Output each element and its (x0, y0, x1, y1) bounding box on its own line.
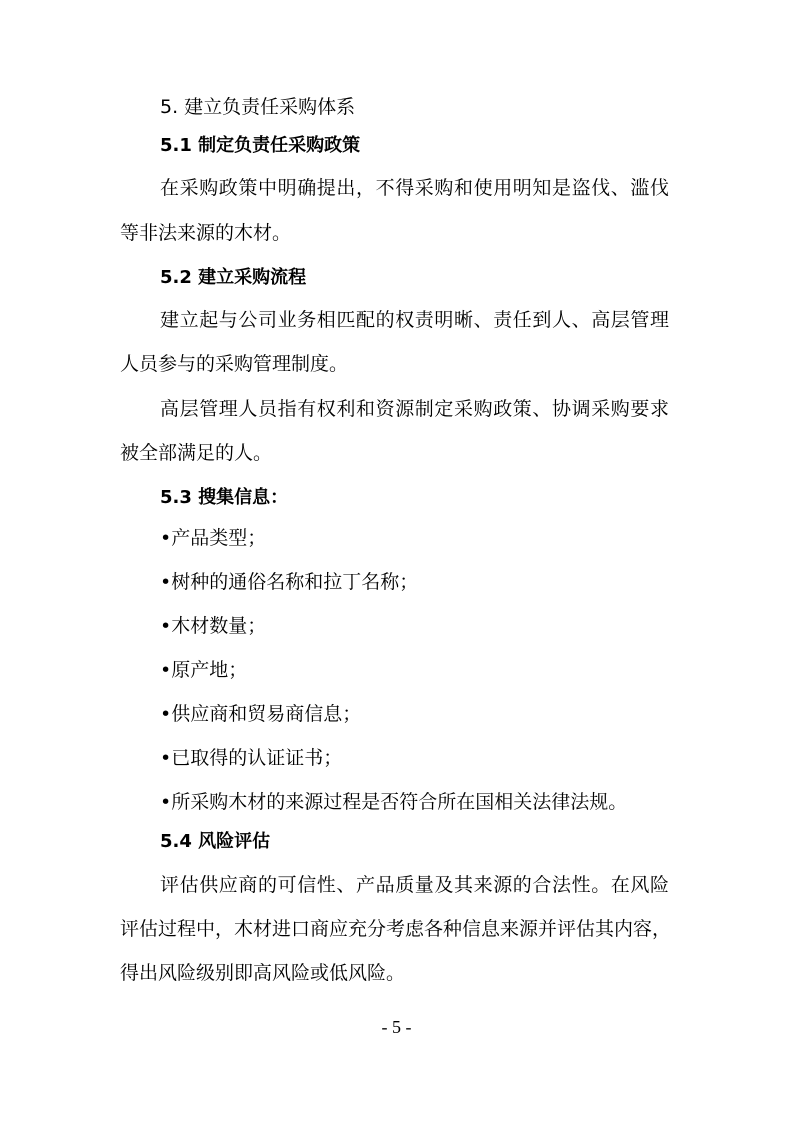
heading-5-1: 5.1 制定负责任采购政策 (160, 135, 361, 156)
heading-5-4: 5.4 风险评估 (160, 831, 271, 852)
list-item: •树种的通俗名称和拉丁名称； (160, 571, 419, 593)
list-item: •木材数量； (160, 615, 267, 637)
paragraph-5-2-a-line-2: 人员参与的采购管理制度。 (120, 353, 349, 375)
paragraph-5-2-b-line-2: 被全部满足的人。 (120, 442, 273, 464)
page-number: - 5 - (381, 1017, 412, 1037)
paragraph-5-4-line-2: 评估过程中，木材进口商应充分考虑各种信息来源并评估其内容， (120, 918, 672, 940)
heading-5-3: 5.3 搜集信息： (160, 487, 289, 508)
paragraph-5-2-b-line-1: 高层管理人员指有权利和资源制定采购政策、协调采购要求 (160, 398, 670, 420)
list-item: •所采购木材的来源过程是否符合所在国相关法律法规。 (160, 791, 628, 813)
list-item: •产品类型； (160, 527, 267, 549)
list-item: •原产地； (160, 659, 248, 681)
section-title: 5. 建立负责任采购体系 (160, 96, 356, 118)
paragraph-5-1-line-1: 在采购政策中明确提出，不得采购和使用明知是盗伐、滥伐 (160, 177, 670, 199)
paragraph-5-2-a-line-1: 建立起与公司业务相匹配的权责明晰、责任到人、高层管理 (160, 309, 670, 331)
paragraph-5-4-line-1: 评估供应商的可信性、产品质量及其来源的合法性。在风险 (160, 874, 670, 896)
paragraph-5-4-line-3: 得出风险级别即高风险或低风险。 (120, 962, 406, 984)
heading-5-2: 5.2 建立采购流程 (160, 267, 307, 288)
paragraph-5-1-line-2: 等非法来源的木材。 (120, 222, 292, 244)
list-item: •已取得的认证证书； (160, 747, 343, 769)
list-item: •供应商和贸易商信息； (160, 703, 362, 725)
